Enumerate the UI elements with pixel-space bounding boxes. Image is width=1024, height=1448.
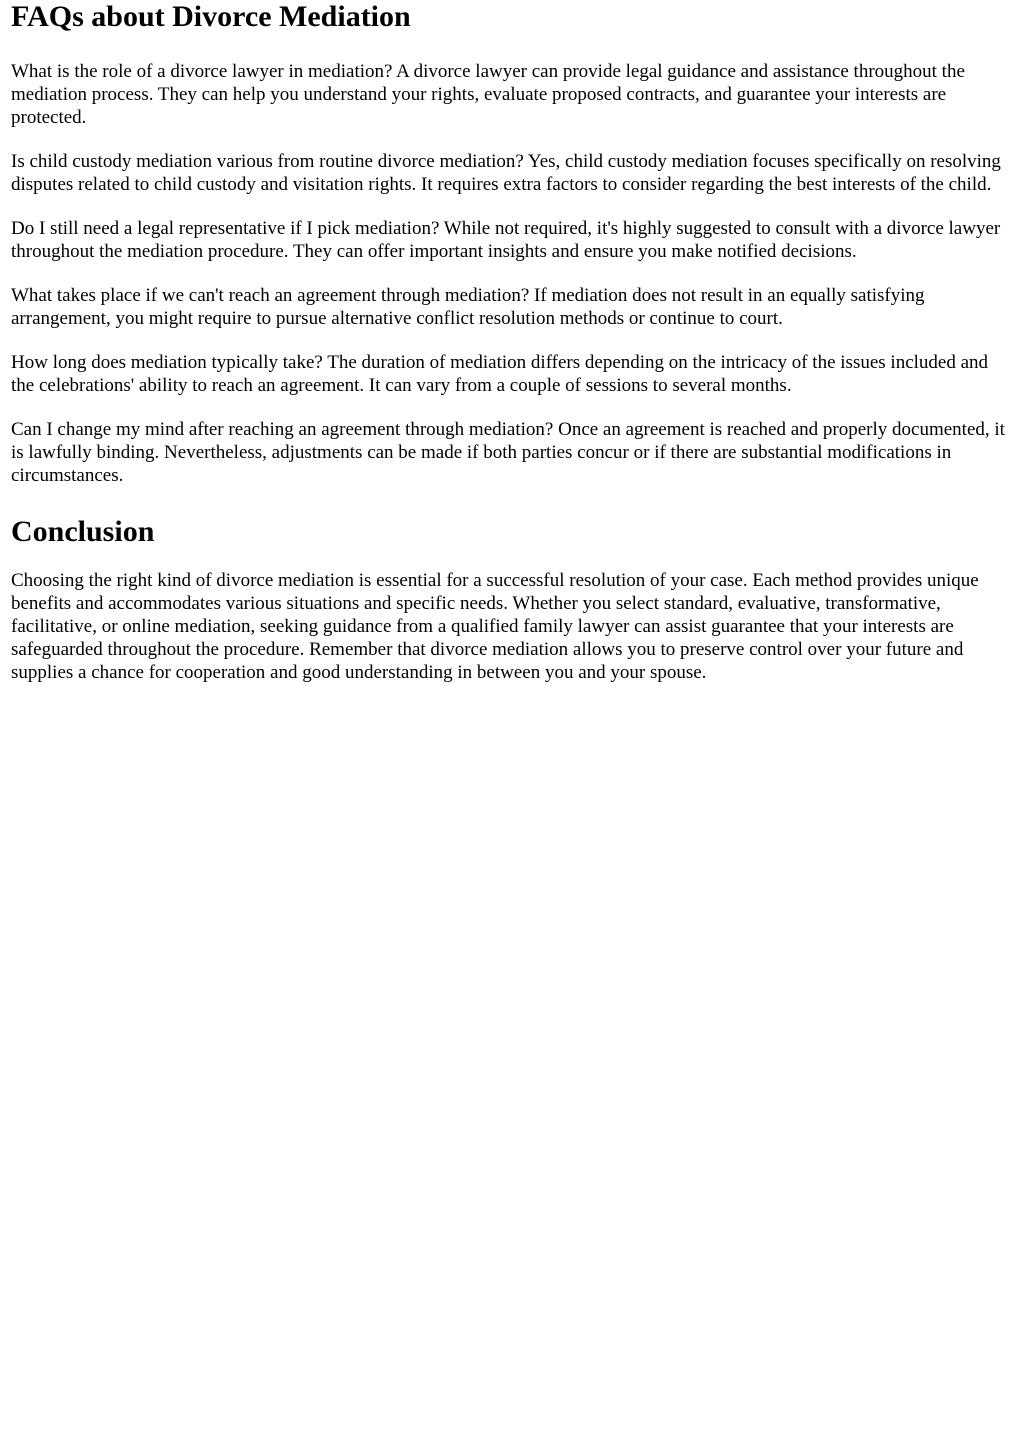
- faq-paragraph-legal-representative: Do I still need a legal representative if I pick mediation? While not required, it's highly suggested to consult with a divorce lawyer throughout the mediation procedure. They can offer important insights and ensure you make notified decisions.: [11, 218, 1001, 262]
- conclusion-paragraph: Choosing the right kind of divorce mediation is essential for a successful resolution of your case. Each method provides unique benefits and accommodates various situations and specific needs. Whether you select standard, evaluative, transformative, facilitative, or online mediation, seeking guidance from a qualified family lawyer can assist guarantee that your interests are safeguarded throughout the procedure. Remember that divorce mediation allows you to preserve control over your future and supplies a chance for cooperation and good understanding in between you and your spouse.: [11, 570, 979, 683]
- conclusion-heading: Conclusion: [11, 515, 155, 548]
- faq-paragraph-change-mind: Can I change my mind after reaching an agreement through mediation? Once an agreement is reached and properly documented, it is lawfully binding. Nevertheless, adjustments can be made if both parties concur or if there are substantial modifications in circumstances.: [11, 419, 1005, 486]
- faq-paragraph-child-custody: Is child custody mediation various from routine divorce mediation? Yes, child custody mediation focuses specifically on resolving disputes related to child custody and visitation rights. It requires extra factors to consider regarding the best interests of the child.: [11, 151, 1001, 195]
- faq-heading: FAQs about Divorce Mediation: [11, 0, 411, 33]
- document-page: [0, 0, 1024, 684]
- faq-paragraph-lawyer-role: What is the role of a divorce lawyer in mediation? A divorce lawyer can provide legal guidance and assistance throughout the mediation process. They can help you understand your rights, evaluate proposed contracts, and guarantee your interests are protected.: [11, 61, 965, 128]
- faq-paragraph-duration: How long does mediation typically take? The duration of mediation differs depending on the intricacy of the issues included and the celebrations' ability to reach an agreement. It can vary from a couple of sessions to several months.: [11, 352, 989, 396]
- faq-paragraph-no-agreement: What takes place if we can't reach an agreement through mediation? If mediation does not result in an equally satisfying arrangement, you might require to pursue alternative conflict resolution methods or continue to court.: [11, 285, 925, 329]
